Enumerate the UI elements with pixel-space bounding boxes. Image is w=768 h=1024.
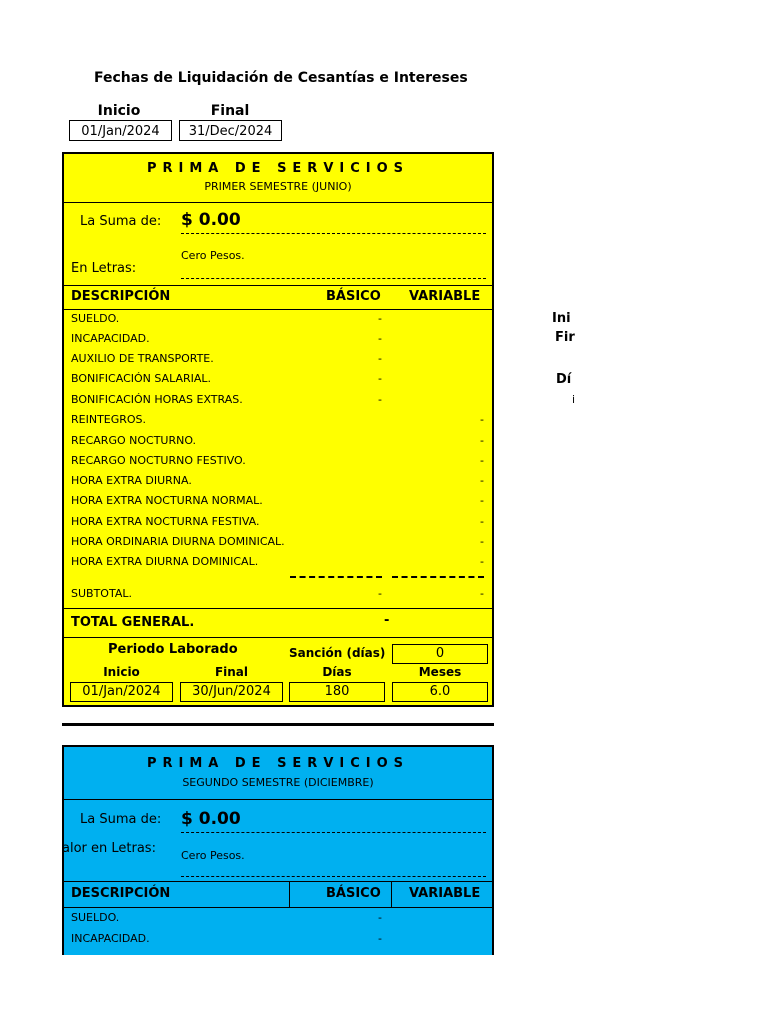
row-basico: - — [378, 372, 382, 385]
row-desc: SUELDO. — [71, 911, 120, 924]
header-final-label: Final — [210, 103, 250, 119]
table-row — [71, 512, 492, 532]
row-desc: INCAPACIDAD. — [71, 932, 150, 945]
document-title: Fechas de Liquidación de Cesantías e Intereses — [94, 70, 468, 86]
row-variable: - — [480, 555, 484, 568]
row-desc: BONIFICACIÓN SALARIAL. — [71, 372, 212, 385]
periodo-final-label: Final — [214, 665, 249, 679]
meses-value: 6.0 — [392, 682, 488, 702]
panel-subtitle: SEGUNDO SEMESTRE (DICIEMBRE) — [182, 776, 374, 789]
header-inicio-date[interactable]: 01/Jan/2024 — [69, 120, 172, 141]
subtotal-label: SUBTOTAL. — [71, 587, 132, 600]
suma-amount: $ 0.00 — [181, 809, 241, 829]
amount-underline — [181, 832, 486, 833]
table-row — [71, 491, 492, 511]
prima-panel-segundo-semestre — [62, 745, 494, 955]
suma-amount: $ 0.00 — [181, 210, 241, 230]
row-variable: - — [480, 494, 484, 507]
row-desc: RECARGO NOCTURNO. — [71, 434, 197, 447]
dias-value: 180 — [289, 682, 385, 702]
row-desc: HORA EXTRA DIURNA DOMINICAL. — [71, 555, 259, 568]
col-divider — [391, 881, 392, 907]
table-row — [71, 410, 492, 430]
divider — [64, 637, 492, 638]
row-desc: HORA ORDINARIA DIURNA DOMINICAL. — [71, 535, 285, 548]
side-label-final: Fir — [555, 330, 575, 345]
letras-underline — [181, 876, 486, 877]
amount-underline — [181, 233, 486, 234]
row-desc: INCAPACIDAD. — [71, 332, 150, 345]
row-desc: HORA EXTRA NOCTURNA FESTIVA. — [71, 515, 260, 528]
subtotal-basico: - — [378, 587, 382, 600]
header-inicio-label: Inicio — [97, 103, 141, 119]
table-row — [71, 349, 492, 369]
prima-panel-primer-semestre — [62, 152, 494, 707]
letras-value: Cero Pesos. — [181, 249, 245, 262]
side-label-inicio: Ini — [552, 311, 571, 326]
letras-label: En Letras: — [71, 261, 137, 276]
total-general-value: - — [384, 613, 390, 628]
row-variable: - — [480, 434, 484, 447]
table-row — [71, 431, 492, 451]
sancion-input[interactable]: 0 — [392, 644, 488, 664]
table-row — [71, 451, 492, 471]
row-basico: - — [378, 393, 382, 406]
table-row — [71, 552, 492, 572]
row-desc: REINTEGROS. — [71, 413, 147, 426]
meses-label: Meses — [418, 665, 462, 679]
subtotal-variable-rule — [392, 576, 484, 578]
row-desc: SUELDO. — [71, 312, 120, 325]
table-row — [71, 471, 492, 491]
suma-label: La Suma de: — [80, 214, 162, 229]
letras-value: Cero Pesos. — [181, 849, 245, 862]
sancion-label: Sanción (días) — [289, 646, 386, 660]
header-final-date[interactable]: 31/Dec/2024 — [179, 120, 282, 141]
table-row — [71, 369, 492, 389]
table-row — [71, 329, 492, 349]
divider — [64, 799, 492, 800]
table-row — [71, 908, 492, 928]
side-label-dias: Dí — [556, 372, 572, 387]
row-variable: - — [480, 454, 484, 467]
row-basico: - — [378, 312, 382, 325]
row-desc: AUXILIO DE TRANSPORTE. — [71, 352, 214, 365]
row-basico: - — [378, 332, 382, 345]
periodo-laborado-label: Periodo Laborado — [108, 642, 238, 657]
row-variable: - — [480, 515, 484, 528]
dias-label: Días — [322, 665, 352, 679]
col-variable: VARIABLE — [409, 289, 481, 304]
subtotal-basico-rule — [290, 576, 382, 578]
divider — [64, 608, 492, 609]
periodo-inicio-date[interactable]: 01/Jan/2024 — [70, 682, 173, 702]
row-basico: - — [378, 932, 382, 945]
panel-title: PRIMA DE SERVICIOS — [146, 756, 410, 771]
periodo-final-date[interactable]: 30/Jun/2024 — [180, 682, 283, 702]
side-fragment: i — [572, 393, 576, 406]
total-general-label: TOTAL GENERAL. — [71, 615, 195, 630]
letras-label: alor en Letras: — [62, 841, 156, 856]
row-variable: - — [480, 474, 484, 487]
row-basico: - — [378, 352, 382, 365]
row-desc: HORA EXTRA DIURNA. — [71, 474, 192, 487]
letras-underline — [181, 278, 486, 279]
periodo-inicio-label: Inicio — [103, 665, 140, 679]
col-basico: BÁSICO — [326, 886, 381, 901]
row-desc: HORA EXTRA NOCTURNA NORMAL. — [71, 494, 263, 507]
divider — [64, 285, 492, 286]
col-basico: BÁSICO — [326, 289, 381, 304]
subtotal-row — [71, 584, 492, 604]
row-basico: - — [378, 911, 382, 924]
table-row — [71, 929, 492, 949]
panel-title: PRIMA DE SERVICIOS — [146, 161, 410, 176]
col-descripcion: DESCRIPCIÓN — [71, 886, 171, 901]
section-separator — [62, 723, 494, 726]
col-variable: VARIABLE — [409, 886, 481, 901]
col-descripcion: DESCRIPCIÓN — [71, 289, 171, 304]
table-row — [71, 390, 492, 410]
row-variable: - — [480, 413, 484, 426]
row-desc: BONIFICACIÓN HORAS EXTRAS. — [71, 393, 243, 406]
panel-subtitle: PRIMER SEMESTRE (JUNIO) — [204, 180, 352, 193]
table-row — [71, 309, 492, 329]
row-desc: RECARGO NOCTURNO FESTIVO. — [71, 454, 246, 467]
table-row — [71, 532, 492, 552]
divider — [64, 202, 492, 203]
divider — [64, 881, 492, 882]
col-divider — [289, 881, 290, 907]
row-variable: - — [480, 535, 484, 548]
subtotal-variable: - — [480, 587, 484, 600]
suma-label: La Suma de: — [80, 812, 162, 827]
